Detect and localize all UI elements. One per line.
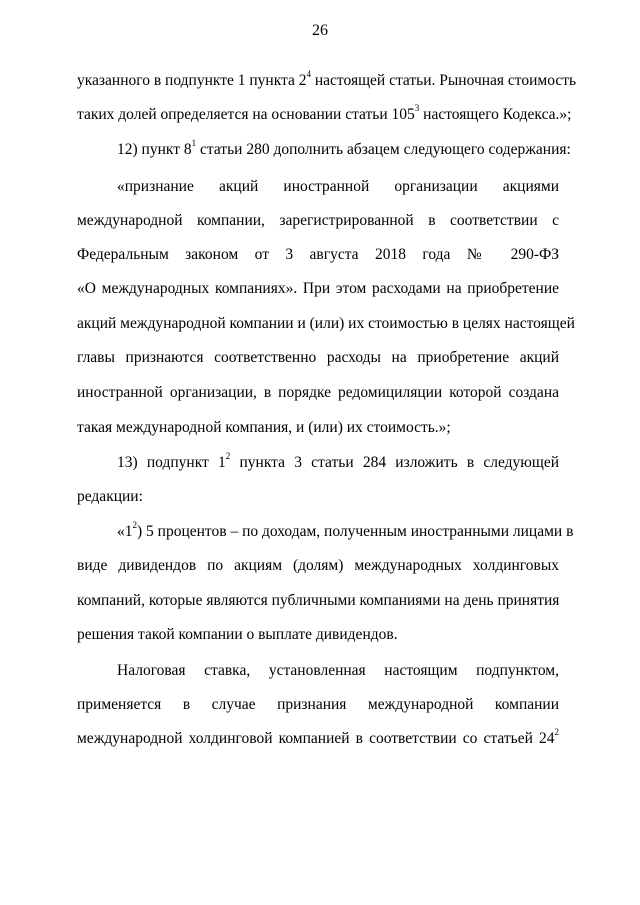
- text-line: иностранной организации, в порядке редомициляции которой создана: [77, 384, 559, 401]
- text-line: Налоговая ставка, установленная настоящим подпунктом,: [117, 662, 559, 679]
- text-line: применяется в случае признания международной компании: [77, 696, 559, 713]
- text-line: компаний, которые являются публичными компаниями на день принятия: [77, 592, 560, 609]
- text-line: «признание акций иностранной организации акциями: [117, 178, 559, 195]
- text-line: 13) подпункт $1^2$ пункта 3 статьи 284 изложить в следующей: [117, 450, 560, 471]
- text-line: виде дивидендов по акциям (долям) международных холдинговых: [77, 557, 559, 574]
- text-line: «$1^2$) 5 процентов – по доходам, полученным иностранными лицами в: [117, 519, 574, 540]
- page-number: 26: [312, 22, 328, 39]
- text-line: главы признаются соответственно расходы на приобретение акций: [77, 349, 559, 366]
- text-line: решения такой компании о выплате дивидендов.: [77, 626, 398, 643]
- text-line: Федеральным законом от 3 августа 2018 года № 290-ФЗ: [77, 246, 559, 263]
- text-line: международной холдинговой компанией в соответствии со статьей $24^2$: [77, 726, 559, 747]
- text-line: такая международной компания, и (или) их стоимость.»;: [77, 419, 451, 436]
- text-line: акций международной компании и (или) их стоимостью в целях настоящей: [77, 315, 575, 332]
- text-line: редакции:: [77, 488, 143, 505]
- text-line: указанного в подпункте 1 пункта $2^4$ настоящей статьи. Рыночная стоимость: [77, 68, 577, 89]
- text-line: «О международных компаниях». При этом расходами на приобретение: [77, 280, 559, 297]
- text-line: 12) пункт $8^1$ статьи 280 дополнить абзацем следующего содержания:: [117, 137, 571, 158]
- text-line: международной компании, зарегистрированной в соответствии с: [77, 212, 559, 229]
- text-line: таких долей определяется на основании статьи $105^3$ настоящего Кодекса.»;: [77, 102, 572, 123]
